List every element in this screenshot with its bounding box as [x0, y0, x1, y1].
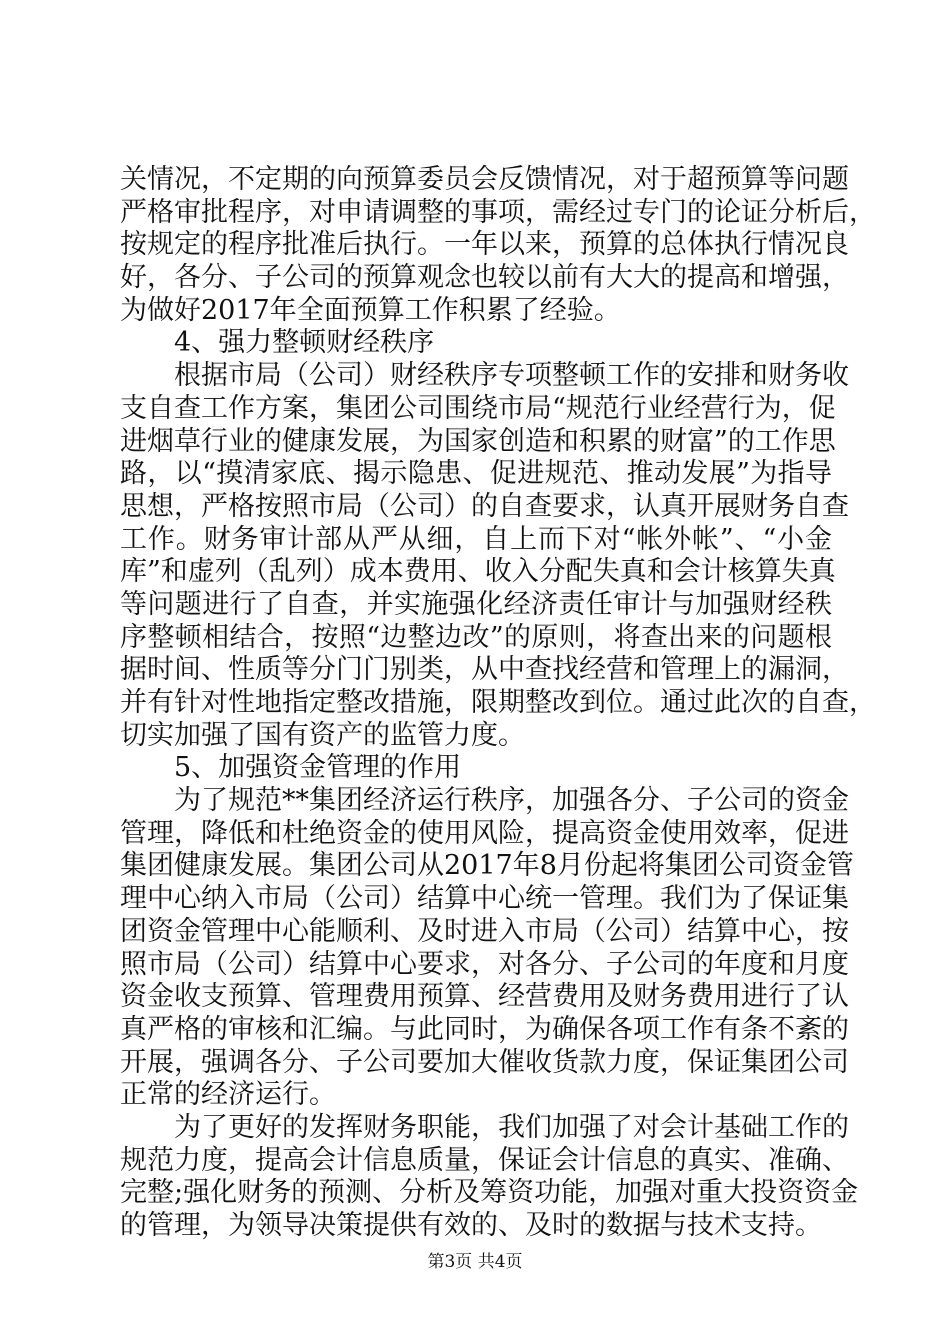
paragraph-line: 路，以“摸清家底、揭示隐患、促进规范、推动发展”为指导 — [120, 458, 832, 490]
paragraph-line: 团资金管理中心能顺利、及时进入市局（公司）结算中心，按 — [120, 915, 849, 947]
paragraph-line: 集团健康发展。集团公司从2017年8月份起将集团公司资金管 — [120, 850, 854, 882]
page-number: 第3页 共4页 — [427, 1252, 523, 1272]
paragraph-line: 据时间、性质等分门门别类，从中查找经营和管理上的漏洞， — [120, 654, 849, 686]
paragraph-line: 按规定的程序批准后执行。一年以来，预算的总体执行情况良 — [120, 229, 849, 261]
paragraph-line: 资金收支预算、管理费用预算、经营费用及财务费用进行了认 — [120, 981, 849, 1013]
paragraph-line: 并有针对性地指定整改措施，限期整改到位。通过此次的自查， — [120, 687, 876, 718]
paragraph-line: 真严格的审核和汇编。与此同时，为确保各项工作有条不紊的 — [120, 1013, 849, 1045]
paragraph-line: 思想，严格按照市局（公司）的自查要求，认真开展财务自查 — [120, 490, 849, 522]
paragraph-line: 为做好2017年全面预算工作积累了经验。 — [120, 294, 621, 326]
paragraph-line: 支自查工作方案，集团公司围绕市局“规范行业经营行为，促 — [120, 392, 836, 424]
paragraph-line: 正常的经济运行。 — [120, 1079, 336, 1111]
paragraph-line: 等问题进行了自查，并实施强化经济责任审计与加强财经秩 — [120, 588, 832, 620]
paragraph-line: 关情况，不定期的向预算委员会反馈情况，对于超预算等问题 — [120, 164, 849, 195]
paragraph-line: 好，各分、子公司的预算观念也较以前有大大的提高和增强， — [120, 262, 849, 294]
section-heading: 4、强力整顿财经秩序 — [174, 327, 435, 359]
paragraph-line: 的管理，为领导决策提供有效的、及时的数据与技术支持。 — [120, 1210, 822, 1241]
paragraph-line: 序整顿相结合，按照“边整边改”的原则，将查出来的问题根 — [120, 621, 832, 653]
paragraph-line: 照市局（公司）结算中心要求，对各分、子公司的年度和月度 — [120, 948, 849, 980]
paragraph-line: 根据市局（公司）财经秩序专项整顿工作的安排和财务收 — [174, 360, 849, 392]
paragraph-line: 为了更好的发挥财务职能，我们加强了对会计基础工作的 — [174, 1111, 849, 1143]
paragraph-line: 完整;强化财务的预测、分析及筹资功能，加强对重大投资资金 — [120, 1177, 859, 1209]
paragraph-line: 开展，强调各分、子公司要加大催收货款力度，保证集团公司 — [120, 1046, 849, 1078]
document-body — [120, 164, 876, 1243]
paragraph-line: 严格审批程序，对申请调整的事项，需经过专门的论证分析后， — [120, 196, 876, 228]
paragraph-line: 管理，降低和杜绝资金的使用风险，提高资金使用效率，促进 — [120, 817, 849, 849]
section-heading: 5、加强资金管理的作用 — [174, 752, 462, 784]
paragraph-line: 理中心纳入市局（公司）结算中心统一管理。我们为了保证集 — [120, 883, 849, 915]
paragraph-line: 进烟草行业的健康发展，为国家创造和积累的财富”的工作思 — [120, 425, 836, 457]
paragraph-line: 库”和虚列（乱列）成本费用、收入分配失真和会计核算失真 — [120, 556, 836, 588]
paragraph-line: 规范力度，提高会计信息质量，保证会计信息的真实、准确、 — [120, 1144, 849, 1176]
paragraph-line: 工作。财务审计部从严从细，自上而下对“帐外帐”、“小金 — [120, 523, 832, 555]
paragraph-line: 切实加强了国有资产的监管力度。 — [120, 719, 525, 751]
paragraph-line: 为了规范**集团经济运行秩序，加强各分、子公司的资金 — [174, 785, 849, 817]
